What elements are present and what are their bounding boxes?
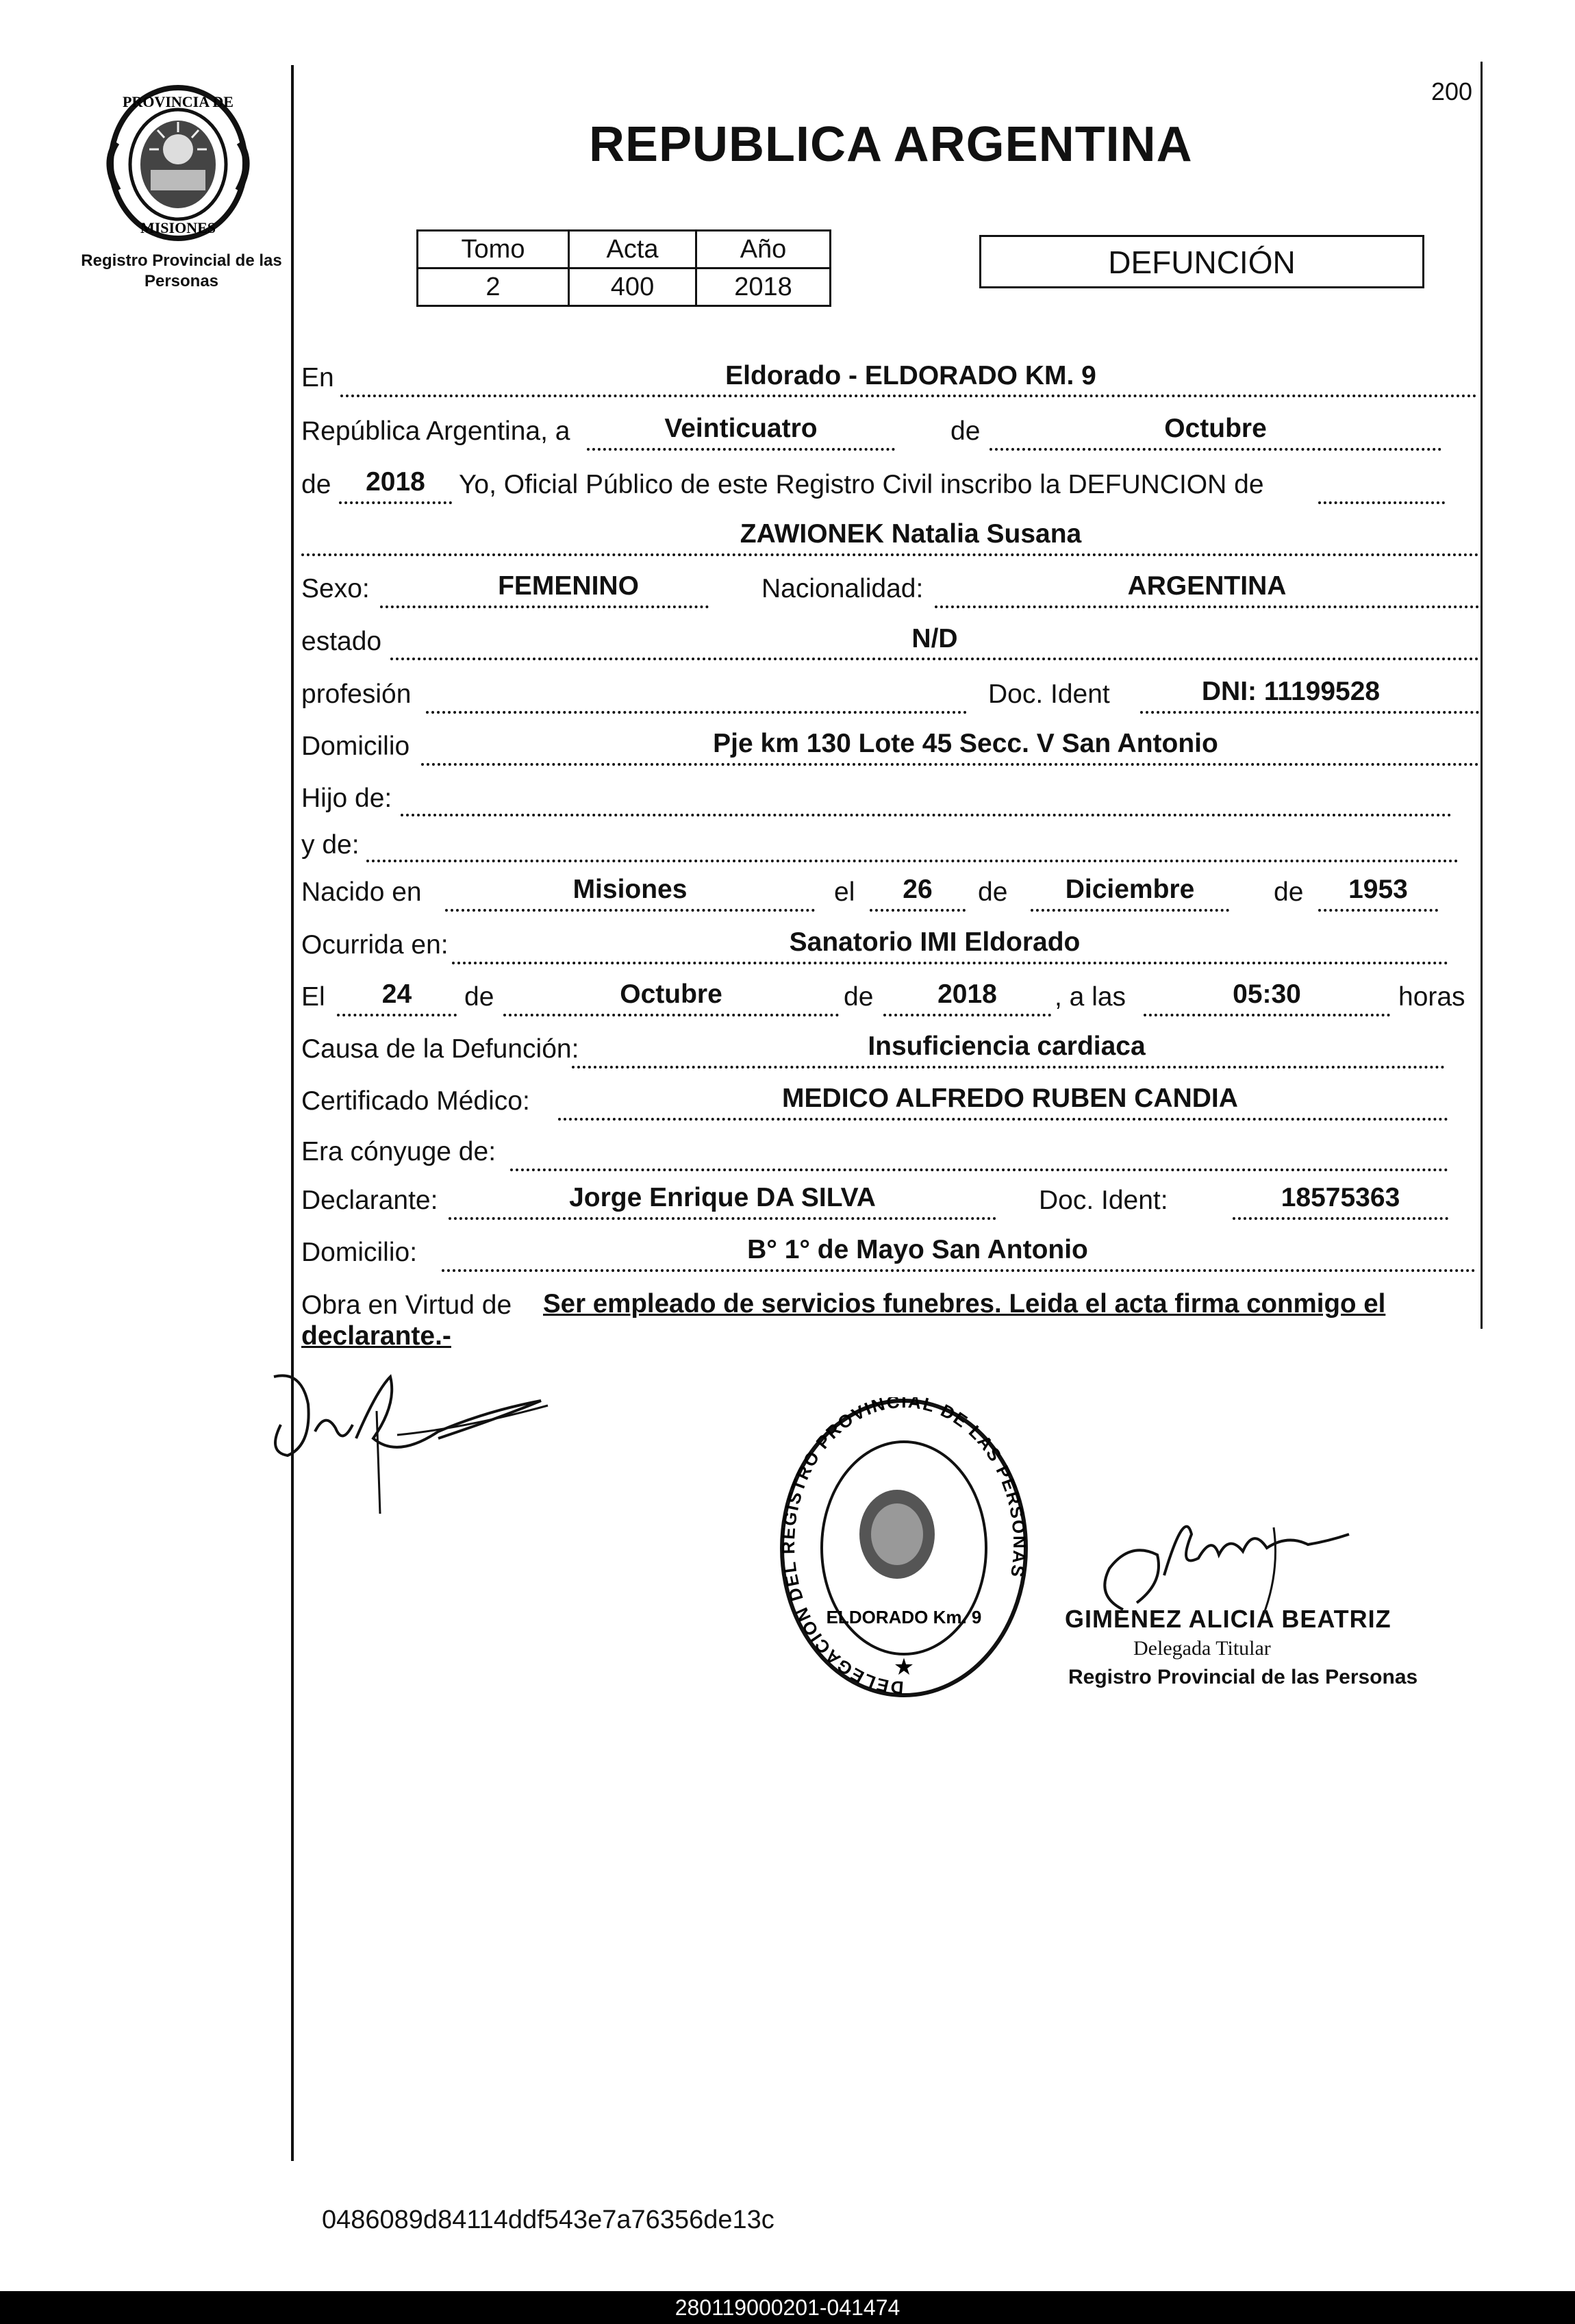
nacionalidad-line bbox=[935, 605, 1479, 608]
seal-text-top: PROVINCIA DE bbox=[123, 93, 234, 110]
conyuge-line bbox=[510, 1169, 1448, 1171]
official-organization: Registro Provincial de las Personas bbox=[1068, 1666, 1418, 1688]
footer-code-bar: 280119000201-041474 bbox=[0, 2291, 1575, 2324]
estado-line bbox=[390, 658, 1479, 660]
month-line bbox=[990, 448, 1441, 451]
declarant-signature bbox=[260, 1363, 562, 1527]
page-title: REPUBLICA ARGENTINA bbox=[589, 117, 1193, 172]
profesion-line bbox=[426, 711, 967, 714]
birth-day-value: 26 bbox=[903, 875, 933, 904]
birth-year-line bbox=[1318, 909, 1438, 912]
birth-month-line bbox=[1031, 909, 1229, 912]
acta-header: Acta bbox=[569, 231, 696, 268]
certificado-line bbox=[558, 1118, 1448, 1121]
domicilio-label: Domicilio bbox=[301, 732, 410, 761]
delegation-stamp bbox=[774, 1397, 1034, 1712]
obra-label: Obra en Virtud de bbox=[301, 1290, 512, 1320]
cause-value: Insuficiencia cardiaca bbox=[868, 1032, 1146, 1061]
tomo-header: Tomo bbox=[418, 231, 569, 268]
de-label-2: de bbox=[301, 470, 331, 499]
causa-label: Causa de la Defunción: bbox=[301, 1034, 579, 1064]
causa-line bbox=[572, 1066, 1445, 1069]
birth-day-line bbox=[870, 909, 966, 912]
obra-text-line1: Ser empleado de servicios funebres. Leida el acta firma conmigo el bbox=[543, 1289, 1386, 1319]
place-value: Eldorado - ELDORADO KM. 9 bbox=[725, 361, 1096, 390]
y-de-label: y de: bbox=[301, 830, 360, 860]
hijo-label: Hijo de: bbox=[301, 784, 392, 813]
doc-ident-label: Doc. Ident bbox=[988, 679, 1110, 709]
el-label-1: el bbox=[834, 877, 855, 907]
inscription-line bbox=[1318, 501, 1445, 504]
record-type-box: DEFUNCIÓN bbox=[979, 235, 1424, 288]
left-margin-line bbox=[291, 65, 294, 2161]
deceased-name: ZAWIONEK Natalia Susana bbox=[740, 519, 1082, 549]
domicilio2-line bbox=[442, 1269, 1476, 1272]
acta-value: 400 bbox=[569, 268, 696, 306]
month-value: Octubre bbox=[1164, 414, 1267, 443]
seal-text-bottom: MISIONES bbox=[140, 219, 216, 236]
hour-line bbox=[1144, 1014, 1390, 1016]
reference-table-header-row bbox=[418, 231, 831, 268]
death-day-line bbox=[337, 1014, 457, 1016]
year-line bbox=[339, 501, 452, 504]
reference-table-value-row bbox=[418, 268, 831, 306]
day-text-value: Veinticuatro bbox=[664, 414, 818, 443]
inscription-text: Yo, Oficial Público de este Registro Civil inscribo la DEFUNCION de bbox=[459, 470, 1264, 499]
registry-name: Registro Provincial de las Personas bbox=[81, 251, 282, 290]
anio-header: Año bbox=[696, 231, 831, 268]
death-month-line bbox=[503, 1014, 839, 1016]
profesion-label: profesión bbox=[301, 679, 412, 709]
official-name: GIMENEZ ALICIA BEATRIZ bbox=[1065, 1605, 1391, 1633]
rep-label: República Argentina, a bbox=[301, 416, 570, 446]
death-year-line bbox=[883, 1014, 1051, 1016]
year-value: 2018 bbox=[366, 467, 425, 497]
obra-text-line2: declarante.- bbox=[301, 1321, 451, 1351]
hour-value: 05:30 bbox=[1233, 979, 1301, 1009]
de-label-4: de bbox=[1274, 877, 1304, 907]
y-de-line bbox=[366, 860, 1459, 862]
dni-line bbox=[1140, 711, 1479, 714]
death-year-value: 2018 bbox=[937, 979, 997, 1009]
hijo-line bbox=[401, 814, 1452, 816]
sexo-line bbox=[380, 605, 709, 608]
declarant-address-value: B° 1° de Mayo San Antonio bbox=[747, 1235, 1088, 1264]
domicilio-value: Pje km 130 Lote 45 Secc. V San Antonio bbox=[713, 729, 1218, 758]
ocurrida-line bbox=[452, 962, 1448, 964]
declarant-doc-value: 18575363 bbox=[1281, 1183, 1400, 1212]
sexo-label: Sexo: bbox=[301, 574, 370, 603]
el-label-2: El bbox=[301, 982, 325, 1012]
right-margin-line bbox=[1480, 62, 1483, 1329]
conyuge-label: Era cónyuge de: bbox=[301, 1137, 496, 1166]
declarant-name-value: Jorge Enrique DA SILVA bbox=[569, 1183, 876, 1212]
death-place-value: Sanatorio IMI Eldorado bbox=[789, 927, 1081, 957]
estado-value: N/D bbox=[911, 624, 958, 653]
de-label-5: de bbox=[464, 982, 494, 1012]
en-line bbox=[340, 395, 1477, 397]
stamp-ring-text: DELEGACION DEL REGISTRO PROVINCIAL DE LAS PERSONAS bbox=[777, 1397, 1031, 1699]
anio-value: 2018 bbox=[696, 268, 831, 306]
star-icon: ★ bbox=[893, 1654, 915, 1680]
nacionalidad-value: ARGENTINA bbox=[1127, 571, 1287, 601]
death-day-value: 24 bbox=[381, 979, 412, 1009]
estado-label: estado bbox=[301, 627, 382, 656]
ocurrida-label: Ocurrida en: bbox=[301, 930, 449, 960]
stamp-inner-text: ELDORADO Km. 9 bbox=[826, 1607, 982, 1627]
provincia-misiones-seal bbox=[103, 81, 253, 245]
certificado-label: Certificado Médico: bbox=[301, 1086, 530, 1116]
dni-value: DNI: 11199528 bbox=[1201, 677, 1381, 706]
de-label-3: de bbox=[978, 877, 1008, 907]
day-line bbox=[587, 448, 895, 451]
doctor-value: MEDICO ALFREDO RUBEN CANDIA bbox=[782, 1084, 1238, 1113]
reference-table bbox=[416, 229, 831, 307]
nacionalidad-label: Nacionalidad: bbox=[761, 574, 924, 603]
horas-label: horas bbox=[1398, 982, 1465, 1012]
nacido-line bbox=[445, 909, 815, 912]
declarante-label: Declarante: bbox=[301, 1186, 438, 1215]
domicilio2-label: Domicilio: bbox=[301, 1238, 418, 1267]
page-number: 200 bbox=[1431, 77, 1473, 105]
declarante-line bbox=[449, 1217, 996, 1220]
a-las-label: , a las bbox=[1055, 982, 1126, 1012]
domicilio-line bbox=[421, 763, 1479, 766]
tomo-value: 2 bbox=[418, 268, 569, 306]
declarant-doc-line bbox=[1233, 1217, 1448, 1220]
death-month-value: Octubre bbox=[620, 979, 722, 1009]
document-hash: 0486089d84114ddf543e7a76356de13c bbox=[322, 2206, 774, 2234]
en-label: En bbox=[301, 363, 334, 392]
nacido-label: Nacido en bbox=[301, 877, 422, 907]
name-line bbox=[301, 553, 1479, 556]
birthplace-value: Misiones bbox=[572, 875, 688, 904]
doc-ident-label-2: Doc. Ident: bbox=[1039, 1186, 1168, 1215]
de-label-6: de bbox=[844, 982, 874, 1012]
official-title: Delegada Titular bbox=[1133, 1637, 1271, 1660]
birth-year-value: 1953 bbox=[1348, 875, 1408, 904]
de-label-1: de bbox=[950, 416, 981, 446]
sexo-value: FEMENINO bbox=[498, 571, 639, 601]
birth-month-value: Diciembre bbox=[1065, 875, 1195, 904]
